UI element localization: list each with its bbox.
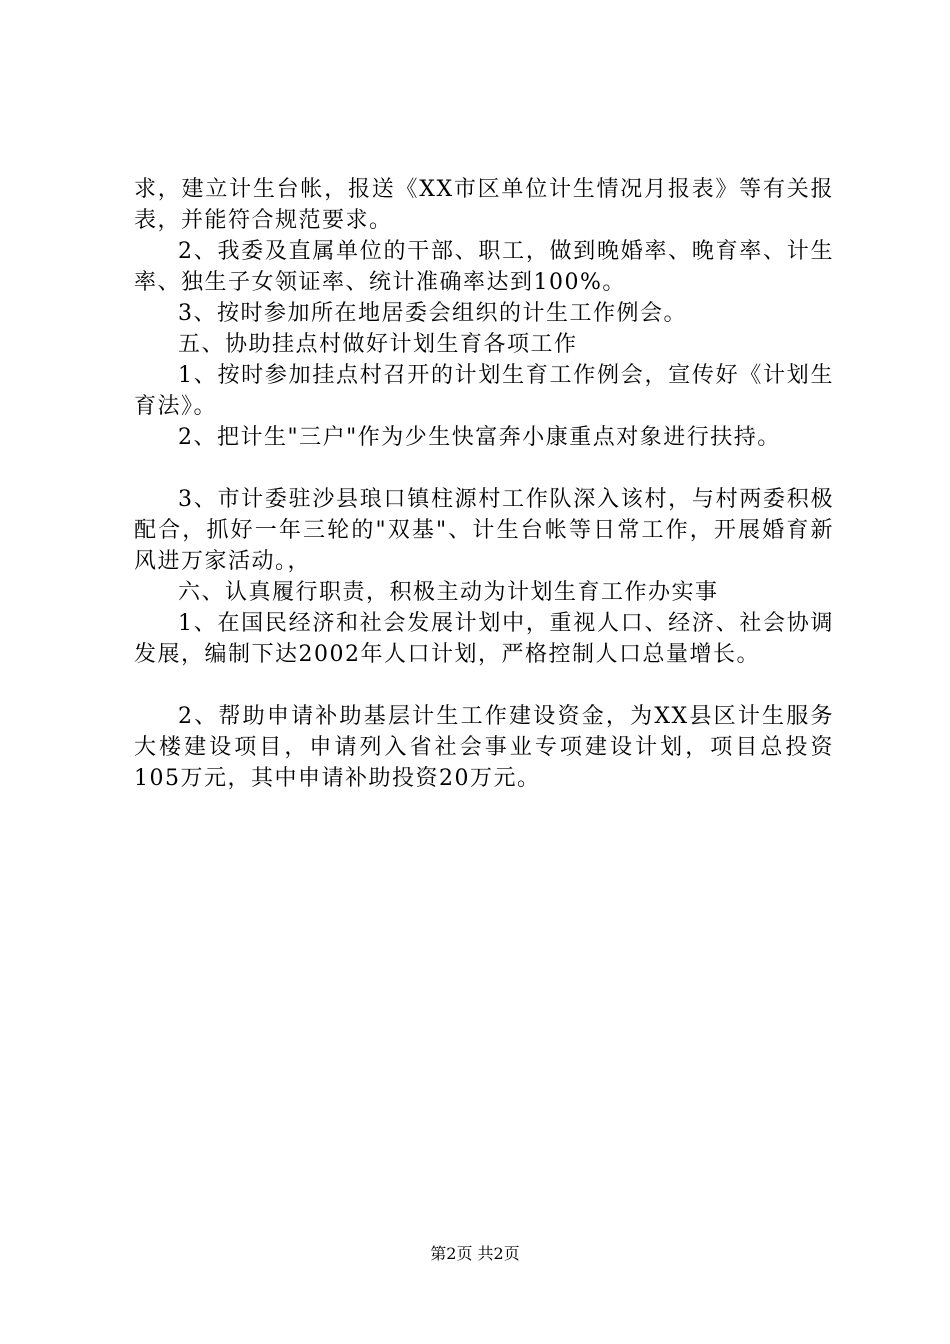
document-body: [134, 174, 834, 794]
section-heading-6: 六、认真履行职责，积极主动为计划生育工作办实事: [178, 580, 719, 605]
section-heading-5: 五、协助挂点村做好计划生育各项工作: [178, 332, 578, 357]
paragraph-3: 3、按时参加所在地居委会组织的计生工作例会。: [178, 301, 687, 326]
paragraph-4: 1、按时参加挂点村召开的计划生育工作例会，宣传好《计划生育法》。: [134, 363, 834, 419]
paragraph-gap: [134, 453, 834, 484]
page-footer: 第2页 共2页: [430, 1244, 520, 1263]
paragraph-6: 3、市计委驻沙县琅口镇柱源村工作队深入该村，与村两委积极配合，抓好一年三轮的"双基"、计生台帐等日常工作，开展婚育新风进万家活动。，: [134, 487, 834, 574]
paragraph-1: 求，建立计生台帐，报送《XX市区单位计生情况月报表》等有关报表，并能符合规范要求。: [134, 177, 834, 233]
paragraph-5: 2、把计生"三户"作为少生快富奔小康重点对象进行扶持。: [178, 425, 781, 450]
paragraph-7: 1、在国民经济和社会发展计划中，重视人口、经济、社会协调发展，编制下达2002年人口计划，严格控制人口总量增长。: [134, 611, 834, 667]
paragraph-2: 2、我委及直属单位的干部、职工，做到晚婚率、晚育率、计生率、独生子女领证率、统计准确率达到100%。: [134, 239, 834, 295]
paragraph-8: 2、帮助申请补助基层计生工作建设资金，为XX县区计生服务大楼建设项目，申请列入省社会事业专项建设计划，项目总投资105万元，其中申请补助投资20万元。: [134, 704, 834, 791]
paragraph-gap: [134, 670, 834, 701]
